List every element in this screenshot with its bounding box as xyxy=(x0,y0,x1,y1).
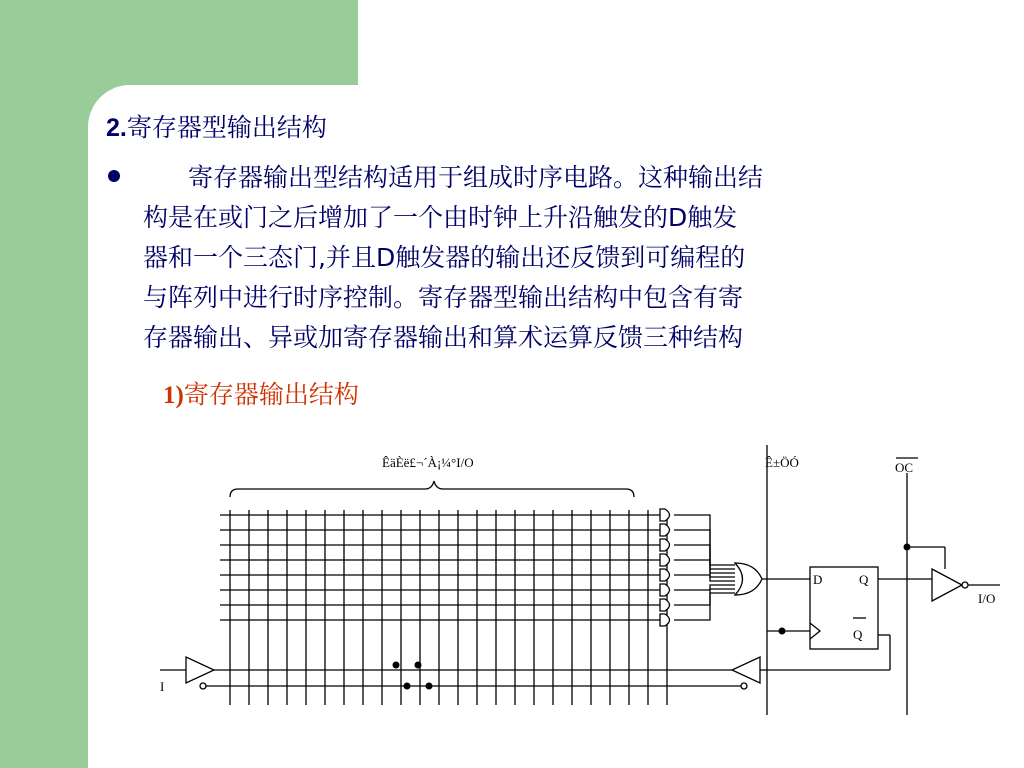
paragraph-line: 存器输出、异或加寄存器输出和算术运算反馈三种结构 xyxy=(143,323,744,352)
section-heading-number: 2. xyxy=(106,114,127,142)
and-gate xyxy=(660,614,670,626)
junction-dot xyxy=(904,544,911,551)
and-to-or-wire xyxy=(674,593,735,620)
top-white-band xyxy=(358,0,1024,90)
sub-heading-text: 寄存器输出结构 xyxy=(183,380,359,409)
and-to-or-wire xyxy=(674,589,735,605)
i-label: I xyxy=(160,679,165,694)
input-label: ÊäÈë£¬´À¡¼°I/O xyxy=(382,455,474,470)
and-gate xyxy=(660,539,670,551)
d-label: D xyxy=(813,572,823,587)
and-gates xyxy=(660,509,735,626)
input-buffer xyxy=(186,657,214,683)
and-gate xyxy=(660,569,670,581)
and-to-or-wire xyxy=(674,530,735,569)
register-output-circuit-diagram xyxy=(150,445,1010,725)
junction-dot xyxy=(404,683,411,690)
bullet-dot xyxy=(108,170,120,182)
and-gate xyxy=(660,584,670,596)
section-heading xyxy=(106,110,327,146)
and-to-or-wire xyxy=(674,515,735,565)
junction-dot xyxy=(779,628,786,635)
and-to-or-wire xyxy=(674,575,735,581)
output-tristate-buffer xyxy=(932,569,962,601)
junction-dot xyxy=(426,683,433,690)
paragraph-line: 构是在或门之后增加了一个由时钟上升沿触发的D触发 xyxy=(143,203,738,232)
io-label: I/O xyxy=(978,591,996,606)
oc-label: OC xyxy=(895,460,914,475)
q-label: Q xyxy=(859,572,869,587)
left-green-band xyxy=(0,0,358,90)
input-buffer-bubble xyxy=(200,683,206,689)
or-gate xyxy=(735,563,762,595)
junction-dot xyxy=(415,662,422,669)
feedback-buffer-bubble xyxy=(741,683,747,689)
paragraph-line: 与阵列中进行时序控制。寄存器型输出结构中包含有寄 xyxy=(143,283,744,312)
junction-dot xyxy=(393,662,400,669)
body-paragraph xyxy=(143,158,983,358)
and-array-grid xyxy=(220,510,667,705)
sub-heading xyxy=(163,377,359,414)
and-gate xyxy=(660,554,670,566)
and-gate xyxy=(660,524,670,536)
and-gate xyxy=(660,509,670,521)
input-brace xyxy=(230,481,634,497)
section-heading-text: 寄存器型输出结构 xyxy=(126,113,327,142)
paragraph-line: 器和一个三态门,并且D触发器的输出还反馈到可编程的 xyxy=(143,243,746,272)
qbar-label: Q xyxy=(853,627,863,642)
feedback-buffer xyxy=(732,657,760,683)
clock-label: Ê±ÖÓ xyxy=(765,455,799,470)
paragraph-line: 寄存器输出型结构适用于组成时序电路。这种输出结 xyxy=(188,163,764,192)
output-buffer-bubble xyxy=(962,582,968,588)
sub-heading-number: 1) xyxy=(163,382,184,409)
and-gate xyxy=(660,599,670,611)
